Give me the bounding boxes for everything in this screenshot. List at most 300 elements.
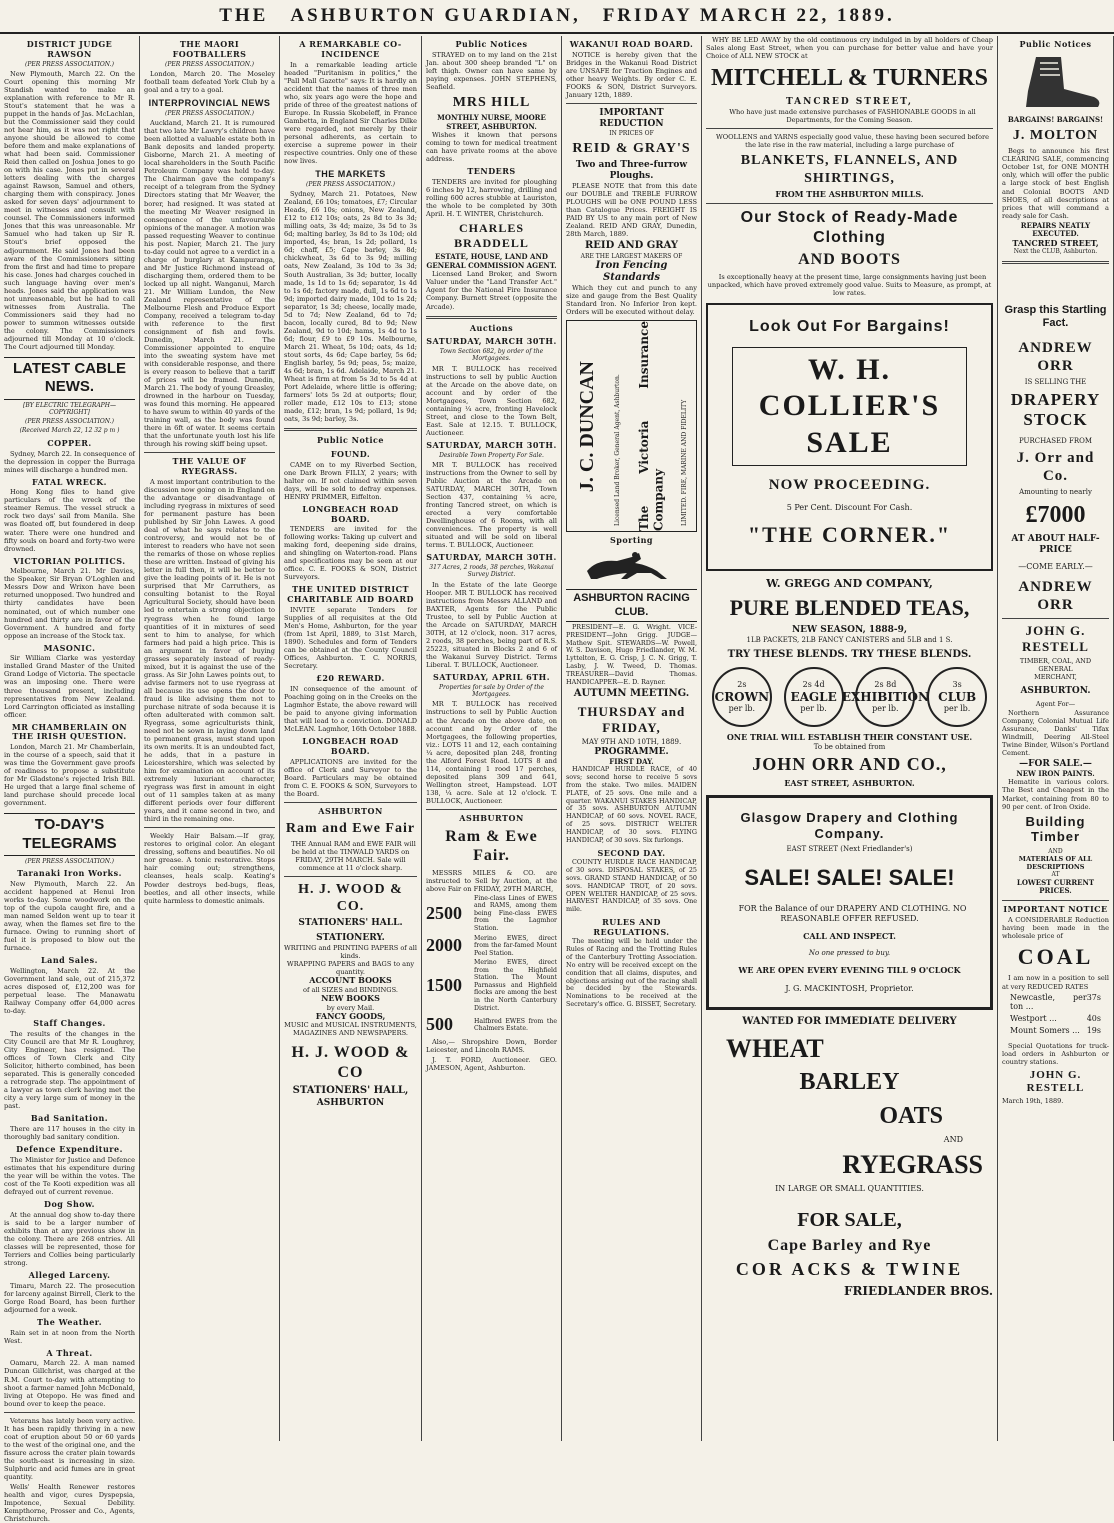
mrs-hill-sub: MONTHLY NURSE, MOORE STREET, ASHBURTON.	[437, 112, 546, 131]
sheep-lot	[426, 959, 557, 1012]
glasgow-proprietor: J. G. MACKINTOSH, Proprietor.	[785, 983, 914, 993]
mitchell-mills: FROM THE ASHBURTON MILLS.	[775, 188, 924, 199]
coal-type: Westport ...	[1010, 1014, 1057, 1024]
divider	[4, 1412, 135, 1413]
ryegrass: RYEGRASS	[842, 1149, 983, 1179]
and: AND	[943, 1134, 963, 1144]
heading-auctions: Auctions	[469, 322, 514, 333]
second-day: SECOND DAY.	[597, 847, 666, 858]
heading-coincidence: A REMARKABLE CO-INCIDENCE	[299, 39, 402, 59]
wanted: WANTED FOR IMMEDIATE DELIVERY	[742, 1016, 957, 1028]
restell-merchant: MERCHANT,	[1034, 672, 1077, 681]
races-day-2: COUNTY HURDLE RACE HANDICAP, of 30 sovs. DISPOSAL STAKES, of 25 sovs. GRAND STAND HANDICAP, of 50 sovs. HANDICAP TROT, of 20 sovs. OPEN WELTER HANDICAP, of 25 sovs. HARVEST HANDICAP, of 35 sovs. One mile.	[566, 858, 697, 914]
coal-type: Newcastle, per ton ...	[1010, 992, 1087, 1012]
orr-amounting: Amounting to nearly	[1019, 488, 1092, 497]
autumn-meeting: AUTUMN MEETING.	[573, 688, 690, 700]
coal-price-row	[1010, 993, 1101, 1013]
article-coincidence: In a remarkable leading article headed "Puritanism in politics," the "Pall Mall Gazette" says: It is hardly an accident that the names of three men who, six years ago were the hope and pride of three of the greatest nations of Europe. In Russia Skobeleff, in France Gambetta, in England Sir Charles Dilke were regarded, not merely by their personal adherents, as certain to exercise a supreme power in their respective countries. Only one of these now lives.	[284, 60, 417, 165]
molton-title: J. MOLTON	[1012, 128, 1099, 144]
ram-location: ASHBURTON	[318, 805, 383, 816]
heading-judge: DISTRICT JUDGE RAWSON	[26, 39, 113, 59]
advert-ram-ewe	[426, 814, 557, 866]
sheep-desc: Merino EWES, direct from the far-famed Mount Peel Station.	[474, 934, 557, 957]
heading-public-notices-7: Public Notices	[1019, 39, 1092, 49]
wood-line: ACCOUNT BOOKS	[309, 974, 392, 985]
advert-hair-balsam: Weekly Hair Balsam.—If gray, restores to original color. An elegant dressing, softens and beautifies. No oil nor grease. A tonic restorative. Stops hair coming out; strengthens, cleanses, heals scalp. Keating's Powder destroys bed-bugs, fleas, beetles, and all other insects, while quite harmless to domestic animals.	[144, 832, 275, 905]
ram-ewe-text: MESSRS MILES & CO. are instructed to Sell by Auction, at the above Fair on FRIDAY, 29TH MARCH,	[426, 868, 557, 893]
racing-club-officers: PRESIDENT—E. G. Wright. VICE-PRESIDENT—John Grigg. JUDGE—Mathew Spit. STEWARDS—W. Powell, W. S. Davison, Hugo Friedlander, W. M. Lyttelton, E. G. Crisp, J. C. N. Grigg, T. Lasby, J. W. Tweed, D. Thomas. TREASURER—David Thomas. HANDICAPPER—E. D. Rayner.	[566, 622, 697, 686]
auction-1-text: MR T. BULLOCK has received instructions to sell by public Auction at the Arcade on the above date, on account and by order of the Mortgagees, Town Section 682, containing ¼ acre, fronting Havelock Street, and close to the Town Belt, East. Sale at 12.15. T. BULLOCK, Auctioneer.	[426, 364, 557, 437]
heading-wakanui: WAKANUI ROAD BOARD.	[569, 39, 694, 49]
reid-gray-important: IMPORTANT REDUCTION	[599, 107, 664, 129]
heading-taranaki: Taranaki Iron Works.	[17, 868, 122, 879]
restell-location: ASHBURTON.	[1020, 685, 1091, 696]
wood-line: by every Mail.	[326, 1003, 375, 1012]
friedlander-bros: FRIEDLANDER BROS.	[843, 1283, 993, 1298]
tea-blend-name: EXHIBITION	[841, 689, 929, 704]
heading-wreck: FATAL WRECK.	[32, 476, 107, 487]
masthead	[0, 0, 1114, 34]
mitchell-blankets: BLANKETS, FLANNELS, AND SHIRTINGS,	[740, 153, 959, 186]
heading-ryegrass: THE VALUE OF RYEGRASS.	[172, 456, 247, 477]
heading-masonic: MASONIC.	[43, 642, 96, 653]
orr-purchased: PURCHASED FROM	[1018, 437, 1093, 446]
ram-ewe-location: ASHBURTON	[459, 812, 524, 823]
heading-staff: Staff Changes.	[33, 1018, 106, 1029]
heading-public-notices: Public Notices	[455, 39, 528, 49]
mitchell-stock-text: Is exceptionally heavy at the present time, large consignments having just been unpacked, which have proved extremely good value. Suits to Measure, as prompt, at low rates.	[707, 272, 992, 297]
glasgow-open: WE ARE OPEN EVERY EVENING TILL 9 O'CLOCK	[738, 964, 961, 975]
article-victorian: Melbourne, March 21. Mr Davies, the Speaker, Sir Bryan O'Loghlen and Messrs Dow and Wrixon have been returned unopposed. Two hundred and thirty candidates have been nominated, out of which number one hundred and thirty are in favor of the Government. A hundred and forty oppose an increase of the Stock tax.	[4, 567, 135, 640]
tea-blend-unit: per lb.	[872, 704, 899, 714]
timber-title: Building Timber	[1025, 813, 1086, 845]
cape-barley: Cape Barley and Rye	[767, 1237, 932, 1255]
tea-blend-price: 3s	[952, 680, 962, 690]
collier-title: W. H. COLLIER'S SALE	[732, 347, 967, 467]
divider	[426, 809, 557, 810]
divider	[144, 827, 275, 828]
orr-selling: IS SELLING THE	[1024, 378, 1087, 387]
tea-blend-unit: per lb.	[943, 704, 971, 714]
heading-charitable: THE UNITED DISTRICT CHARITABLE AID BOARD	[287, 584, 414, 605]
orr-drapery: DRAPERY STOCK	[1010, 389, 1101, 430]
teas-trial: ONE TRIAL WILL ESTABLISH THEIR CONSTANT USE.	[726, 732, 973, 743]
advert-wells: Wells' Health Renewer restores health and vigor, cures Dyspepsia, Impotence, Sexual Debility. Kempthorne, Prosser and Co., Agents, Christchurch.	[4, 1482, 135, 1523]
racing-rules: The meeting will be held under the Rules of Racing and the Trotting Rules of the Canterbury Trotting Association. No entry will be received except on the condition that all claims, disputes, and objections arising out of the racing shall be decided by the Stewards. Nominations to be received at the Secretary's office. G. BISSET, Secretary.	[566, 937, 697, 1008]
auction-4-text: MR T. BULLOCK has received instructions to sell by Public Auction at the Arcade on the above date, on account and by Order of the Mortgagees, the following properties, viz.: LOTS 11 and 12, each containing ¼ acre, deposited plan 248, fronting the Alford Forest Road. LOTS 8 and 114, containing 1 rood 17 perches, deposited plans 309 and 641, Wellington street, Hampstead. LOT 138, ¼ acre. Sale at 12 o'clock. T. BULLOCK, Auctioneer.	[426, 700, 557, 805]
article-ryegrass: A most important contribution to the discussion now going on in England on the advantage or disadvantage of including ryegrass in mixtures of seed for permanent pasture has been published by Sir John Lawes. A good deal of what he says relates to the controversy, and would not be of interest to readers who have not seen the remarks of those on whose replies these are written. Instead of giving his letter in full then, it will be better to give the leading points of it. He is not surprised that Mr Carruthers, as consulting botanist to the Royal Agricultural Society, should have been led to entertain a strong objection to ryegrass when he found large quantities of it in mixtures of seed sent to him to analyse, for which farmers had paid a high price. This is an argument in favor of buying grasses separately instead of ready-mixed, but it is against the use of the grass. As Sir John Lawes points out, to advise farmers not to use ryegrass at all because its use opens the door to fraud is like advising them not to purchase nitrate of soda because it is often adulterated with common salt. Ryegrass, some agriculturists think, need not be sown in laying down land to permanent grass, must stand upon its own merits. It is an undoubted fact, he adds, that in a pasture in Leicestershire, which was selected by him for examination on account of its extremely luxuriant character, ryegrass was first in amount in eight out of 11 samples taken at as many different periods over four different years, and it came second in two, and third in the remaining one.	[144, 477, 275, 824]
timber-lowest: LOWEST CURRENT PRICES.	[1016, 877, 1095, 896]
coal-price: 19s	[1086, 1025, 1101, 1035]
first-day: FIRST DAY.	[609, 756, 654, 766]
notice-reward: IN consequence of the amount of Poaching going on in the Creeks on the Lagmhor Estate, the above reward will be paid to anyone giving information that will lead to a conviction. DONALD McLEAN. Lagmhor, 16th October 1888.	[284, 684, 417, 734]
reid-gray-title: REID & GRAY'S	[572, 141, 691, 157]
teas-orr-address: EAST STREET, ASHBURTON.	[784, 778, 915, 789]
article-staff: The results of the changes in the City Council are that Mr R. Loughrey, City Engineer, has resigned. The offices of Town Clerk and City Solicitor, hitherto combined, has been separated. This is generally conceded a retrograde step. The appointment of a lawyer as town clerk having met the city a very large sum of money in the past.	[4, 1030, 135, 1111]
auction-2-text: MR T. BULLOCK has received instructions from the Owner to sell by Public Auction at the Arcade on SATURDAY, MARCH 30TH, Town Section 437, containing ¼ acre, fronting Tancred street, on which is erected a very comfortable Dwellinghouse of 6 Rooms, with all conveniences. The property is well situated and will be sold on liberal terms. T. BULLOCK, Auctioneer.	[426, 461, 557, 550]
ram-ewe-also: Also,— Shropshire Down, Border Leicester, and Lincoln RAMS.	[426, 1038, 557, 1055]
wood-line: WRAPPING PAPERS and BAGS to any quantity.	[286, 959, 415, 976]
mitchell-woollens: WOOLLENS and YARNS especially good value, these having been secured before the late rise in the raw material, including a large purchase of	[715, 133, 990, 150]
glasgow-address: EAST STREET (Next Friedlander's)	[786, 844, 913, 853]
column-6	[702, 36, 998, 1441]
heading-victorian: VICTORIAN POLITICS.	[13, 555, 126, 566]
article-copper: Sydney, March 22. In consequence of the depression in copper the Burraga mines will discharge a hundred men.	[4, 449, 135, 474]
oats: OATS	[879, 1102, 943, 1129]
braddell-text: Licensed Land Broker, and Sworn Valuer under the "Land Transfer Act." Agent for the National Fire Insurance Company. Burnett Street (opposite the Arcade).	[426, 270, 557, 311]
mitchell-title: MITCHELL & TURNERS	[711, 65, 988, 92]
restell-agent: Agent For—	[1035, 699, 1076, 708]
heading-telegrams: TO-DAY'S TELEGRAMS	[4, 813, 135, 856]
molton-repairs: REPAIRS NEATLY EXECUTED.	[1020, 220, 1091, 239]
article-defence: The Minister for Justice and Defence estimates that his expenditure during the year will be within the votes. The cost of the Te Kooti expedition was all defrayed out of current revenue.	[4, 1155, 135, 1196]
heading-reward: £20 REWARD.	[316, 673, 385, 684]
timber-materials: MATERIALS OF ALL DESCRIPTIONS	[1018, 854, 1093, 871]
sheep-desc: Fine-class Lines of EWES and RAMS, among them being Fine-class EWES from the Lagmhor Station.	[474, 894, 557, 932]
ram-ewe-title: Ram & Ewe Fair.	[445, 827, 538, 865]
braddell-title: CHARLES BRADDELL	[454, 221, 529, 250]
heading-rules: RULES AND REGULATIONS.	[593, 916, 670, 937]
cornsacks: COR ACKS & TWINE	[735, 1259, 964, 1279]
wood-title: H. J. WOOD & CO.	[298, 881, 403, 914]
masthead-left: THE	[219, 5, 269, 26]
heading-important: IMPORTANT NOTICE	[1003, 903, 1108, 914]
restell-hematite: Hematite in various colors. The Best and Cheapest in the Market, containing from 80 to 90 per cent. of Iron Oxide.	[1002, 778, 1109, 811]
teas-pack: 1LB PACKETS, 2LB FANCY CANISTERS and 5LB and 1 S.	[746, 636, 953, 645]
heading-public-notice: Public Notice	[316, 435, 384, 446]
tea-blend-name: CLUB	[938, 689, 977, 704]
orr-company: J. Orr and Co.	[1016, 449, 1095, 484]
quantities: IN LARGE OR SMALL QUANTITIES.	[775, 1184, 924, 1194]
restell-forsale: —FOR SALE.—	[1019, 758, 1092, 769]
teas-season: NEW SEASON, 1888-9,	[791, 625, 908, 636]
timber-and: AND	[1048, 848, 1063, 856]
heading-weather: The Weather.	[36, 1316, 103, 1327]
wood-location: ASHBURTON	[316, 1097, 385, 1108]
programme: PROGRAMME.	[594, 746, 669, 757]
gregg-title: W. GREGG AND COMPANY,	[766, 577, 933, 591]
heading-markets: THE MARKETS	[315, 168, 386, 179]
coal-price: 37s	[1086, 992, 1101, 1002]
molton-street: TANCRED STREET,	[1012, 237, 1099, 248]
sheep-lot	[426, 895, 557, 933]
coal-title: COAL	[1017, 943, 1094, 969]
molton-next: Next the CLUB, Ashburton.	[1013, 248, 1098, 256]
racing-meeting	[566, 688, 697, 766]
mitchell-boots: AND BOOTS	[798, 251, 901, 269]
coal-restell: JOHN G. RESTELL	[1026, 1068, 1085, 1095]
article-larceny: Timaru, March 22. The prosecution for larceny against Birrell, Clerk to the Gorge Road Board, has been further adjourned for a week.	[4, 1281, 135, 1314]
heading-larceny: Alleged Larceny.	[28, 1270, 111, 1280]
coal-price-row	[1010, 1014, 1101, 1024]
maori-press: (PER PRESS ASSOCIATION.)	[165, 60, 254, 68]
column-1	[0, 36, 140, 1523]
timber-at: AT	[1051, 871, 1060, 879]
meeting-dates: MAY 9TH AND 10TH, 1889.	[581, 738, 682, 747]
reid-gray-2-text: Which they cut and punch to any size and gauge from the Best Quality Standard Iron. No Inferior Iron kept. Orders will be executed without delay.	[566, 284, 697, 317]
collier-lookout: Look Out For Bargains!	[749, 318, 950, 335]
mrs-hill-text: Wishes it known that persons coming to town for medical treatment can have private rooms at the above address.	[426, 131, 557, 164]
auction-2-title: Desirable Town Property For Sale.	[439, 451, 544, 459]
column-7	[998, 36, 1114, 1441]
sheep-count: 2000	[426, 934, 462, 955]
braddell-sub: ESTATE, HOUSE, LAND AND GENERAL COMMISSION AGENT.	[426, 252, 557, 270]
restell-timber: TIMBER, COAL, AND GENERAL	[1019, 657, 1092, 674]
advert-braddell	[426, 221, 557, 270]
heading-land: Land Sales.	[41, 955, 98, 966]
divider	[706, 203, 993, 204]
advert-mitchell-turners	[706, 64, 993, 297]
auction-1-title: Town Section 682, by order of the Mortgagees.	[439, 348, 544, 363]
coal-intro: A CONSIDERABLE Reduction having been made in the wholesale price of	[1002, 915, 1109, 940]
notice-tenders: TENDERS are invited for ploughing 6 inches by 12, harrowing, drilling and rolling 600 acres stubble at Lauriston, the whole to be completed by 30th April. H. T. WINTER, Christchurch.	[426, 177, 557, 219]
advert-molton	[1002, 116, 1109, 145]
advert-gregg-teas	[706, 577, 993, 789]
auction-1-date: SATURDAY, MARCH 30TH.	[426, 336, 557, 347]
coal-date: March 19th, 1889.	[1002, 1097, 1064, 1106]
glasgow-title: Glasgow Drapery and Clothing Company.	[740, 810, 959, 841]
sheep-count: 2500	[426, 902, 462, 923]
reid-gray-2-iron: Iron Fencing Standards	[595, 259, 668, 284]
sheep-lot	[426, 1014, 557, 1036]
masthead-date: FRIDAY MARCH 22, 1889.	[602, 5, 895, 26]
glasgow-noone: No one pressed to buy.	[808, 949, 891, 958]
article-weather: Rain set in at noon from the North West.	[4, 1328, 135, 1345]
sheep-count: 1500	[426, 974, 462, 995]
tea-blend-price: 2s	[737, 680, 747, 690]
ram-text: THE Annual RAM and EWE FAIR will be held at the TINWALD YARDS on FRIDAY, 29TH MARCH. Sale will commence at 11 o'clock sharp.	[291, 839, 416, 872]
barley: BARLEY	[799, 1069, 900, 1096]
divider	[426, 316, 557, 319]
wood-line: MAGAZINES AND NEWSPAPERS.	[293, 1029, 408, 1038]
boot-icon	[1006, 53, 1106, 113]
column-2	[140, 36, 280, 1441]
heading-chamberlain: MR CHAMBERLAIN ON THE IRISH QUESTION.	[11, 721, 128, 742]
column-4	[422, 36, 562, 1441]
markets-press: (PER PRESS ASSOCIATION.)	[306, 180, 395, 188]
cable-sub: [BY ELECTRIC TELEGRAPH—COPYRIGHT]	[23, 401, 116, 416]
duncan-desc: Licensed Land Broker, General Agent, Ashburton.	[614, 374, 622, 527]
coal-text: I am now in a position to sell at very REDUCED RATES	[1002, 974, 1109, 991]
divider	[1002, 261, 1109, 264]
orr-name-2: ANDREW ORR	[1018, 578, 1093, 614]
advert-restell	[1002, 623, 1109, 708]
glasgow-sale: SALE! SALE! SALE!	[744, 865, 955, 891]
wood-title-2: H. J. WOOD & CO	[291, 1044, 410, 1081]
teas-orr: JOHN ORR AND CO.,	[752, 754, 947, 775]
advert-mrs-hill	[426, 94, 557, 131]
article-sanitation: There are 117 houses in the city in thoroughly bad sanitary condition.	[4, 1125, 135, 1142]
heading-interprovincial: INTERPROVINCIAL NEWS	[148, 97, 271, 108]
victoria-name: The Victoria Insurance Company	[636, 321, 666, 532]
tea-blend	[712, 667, 772, 727]
press-credit: (PER PRESS ASSOCIATION.)	[25, 60, 114, 68]
tea-blend	[841, 667, 929, 727]
molton-text: Begs to announce his first CLEARING SALE, commencing October 1st, for ONE MONTH only, which will offer the public a large stock of best English and Colonial BOOTS AND SHOES, of all descriptions at prices that will command a ready sale for Cash.	[1002, 147, 1109, 220]
auction-2-date: SATURDAY, MARCH 30TH.	[426, 439, 557, 450]
molton-bargains: BARGAINS! BARGAINS!	[1007, 114, 1104, 124]
wood-line: of all SIZES and BINDINGS.	[303, 985, 398, 994]
advert-reid-gray-2	[566, 240, 697, 284]
heading-longbeach: LONGBEACH ROAD BOARD.	[302, 503, 399, 524]
article-chamberlain: London, March 21. Mr Chamberlain, in the course of a speech, said that it was time the Government gave proofs of readiness to propose a substitute for Mr Gladstone's rejected Irish Bill. He urged that a large final scheme of land purchase should precede local government.	[4, 743, 135, 808]
wood-line: NEW BOOKS	[321, 992, 380, 1003]
cable-received: (Received March 22, 12 32 p m )	[19, 427, 120, 435]
duncan-name: J. C. DUNCAN	[575, 360, 598, 492]
auction-3-date: SATURDAY, MARCH 30TH.	[426, 552, 557, 563]
races-day-1: HANDICAP HURDLE RACE, of 40 sovs; second horse to receive 5 sovs from the stake. Two miles. MAIDEN PLATE, of 25 sovs. One mile and a quarter. WAKANUI STAKES HANDICAP, of 35 sovs. ASHBURTON AUTUMN HANDICAP, of 60 sovs. NOVEL RACE, of 25 sovs. DISTRICT WELTER HANDICAP, of 30 sovs. FLYING HANDICAP, of 30 sovs. Six furlongs.	[566, 765, 697, 844]
notice-longbeach: TENDERS are invited for the following works: Taking up culvert and making ford, deepening side drains, and shingling on Waterton-road. Plans and specifications may be seen at our office. C. E. FOOKS & SON, District Surveyors.	[284, 525, 417, 582]
auction-4-title: Properties for sale by Order of the Mortgagees.	[439, 683, 544, 699]
notice-longbeach-2: APPLICATIONS are invited for the office of Clerk and Surveyor to the Board. Particulars may be obtained from C. E. FOOKS & SON, Surveyors to the Board.	[284, 757, 417, 798]
collier-proceeding: NOW PROCEEDING.	[768, 477, 931, 494]
auction-4-date: SATURDAY, APRIL 6TH.	[432, 672, 550, 683]
tea-circles	[706, 667, 993, 727]
sheep-count: 500	[426, 1014, 453, 1035]
advert-iron-paints	[1002, 759, 1109, 779]
wood-line: FANCY GOODS,	[315, 1010, 386, 1021]
tea-blend	[927, 667, 987, 727]
glasgow-text: FOR the Balance of our DRAPERY AND CLOTHING. NO REASONABLE OFFER REFUSED.	[738, 904, 967, 923]
article-markets: Sydney, March 21. Potatoes, New Zealand, £6 10s; tomatoes, £7; Circular Heads, £6 10s; onions, New Zealand, £12 to £12 10s; oats, 2s 8d to 3s 3d; milling oats, 3s 4d; maize, 3s 5d to 3s 6d; malting barley, 3s 8d to 3s 10d; old imported, 4s; bran, 1s 2d; pollard, 1s 6d; chaff, £5; Cape barley, 3s 8d; chickwheat, 3s 6d to 3s 9d; milling oats, New Zealand, 3s 10d to 3s 3d; South Australian, 3s 3d; butter, locally made, 1s 1d to 1s 6d; separator, 1s 4d to 1s 6d; factory made, dull, 1s 6d to 1s 9d; imported dairy made, 10d to 1s 2d; separator, 1s 3d; cheese, locally made, 5d to 7d; New Zealand, 6d to 7d; bacon, locally cured, 8d to 9d; New Zealand, 9d to 10d; hams, 1s 4d to 1s 6d; flour, £9 to £9 10s. Melbourne, March 21. Wheat, 5s 10d; oats, 4s 1d; stout sorts, 4s 6d; Cape barley, 5s 6d; English barley, 5s 9d; peas, 5s; maize, 4s 6d; bran, 1s 6d. Adelaide, March 21. Wheat is firm at from 5s 3d to 5s 4d at Port Adelaide, where little is offering; farmers' lots 5s 2d at outports; flour, roller made, £12 10s to £13; stone made, £12; bran, 1s 9d; pollard, 1s 9d; oats, 3s 9d; barley, 3s.	[284, 190, 417, 424]
mitchell-street: TANCRED STREET,	[785, 97, 914, 108]
article-volcano: Veterans has lately been very active. It has been rapidly thriving in a new coat of eruption about 50 or 60 yards to the west of the original one, and the fissure across the crater plain towards the south-east is increasing in size. Sulphuric and acid fumes are in great quantity.	[4, 1416, 135, 1481]
wheat: WHEAT	[726, 1033, 824, 1063]
sheep-desc: Halfbred EWES from the Chalmers Estate.	[474, 1017, 557, 1033]
notice-wakanui: NOTICE is hereby given that the Bridges in the Wakanui Road District are UNSAFE for Traction Engines and other heavy Weights. By order C. E. FOOKS & SON, District Surveyors. January 12th, 1889.	[566, 50, 697, 99]
advert-duncan-insurance	[566, 320, 697, 532]
divider	[1002, 900, 1109, 901]
divider	[1002, 618, 1109, 619]
auction-3-title: 317 Acres, 2 roods, 38 perches, Wakanui Survey District.	[429, 564, 554, 579]
heading-tenders: TENDERS	[467, 166, 516, 177]
divider	[284, 428, 417, 431]
coal-special: Special Quotations for truck-load orders in Ashburton or country stations.	[1002, 1041, 1109, 1066]
coal-price: 40s	[1086, 1014, 1101, 1024]
mitchell-intro: WHY BE LED AWAY by the old continuous cry indulged in by all holders of Cheap Sales along East Street, when you can purchase for better value and have your Choice of ALL NEW STOCK at	[706, 36, 993, 61]
tea-blend-unit: per lb.	[800, 704, 827, 714]
collier-discount: 5 Per Cent. Discount For Cash.	[786, 502, 913, 512]
restell-agents: Northern Assurance Company, Colonial Mutual Life Assurance, Danks' Tifax Windmill, Deering All-Steel Twine Binder, Wilson's Portland Cement.	[1002, 708, 1109, 757]
article-taranaki: New Plymouth, March 22. An accident happened at Henui Iron works to-day. Some woodwork on the top of the cupola caught fire, and a man named Seldon went up to tear it away, when the flames set fire to the furnace. Owing to running short of fuel it is proposed to blow out the furnace.	[4, 880, 135, 953]
article-wreck: Hong Kong files to hand give particulars of the wreck of the steamer Remus. The vessel struck a rock two days' sail from Manila. She was floated off, but foundered in deep water. There were one hundred and fifty souls on board and forty-two were drowned.	[4, 488, 135, 553]
ram-title: Ram and Ewe Fair	[285, 820, 416, 836]
heading-longbeach-2: LONGBEACH ROAD BOARD.	[302, 736, 399, 756]
divider	[284, 876, 417, 877]
tea-blend-name: CROWN	[714, 689, 770, 704]
sheep-desc: Merino EWES, direct from the Highfield Station. The Mount Parnassus and Highfield flocks are among the best in the North Canterbury District.	[474, 959, 557, 1012]
victoria-sub: LIMITED. FIRE, MARINE AND FIDELITY	[681, 400, 689, 527]
column-5	[562, 36, 702, 1441]
divider	[284, 802, 417, 803]
column-3	[280, 36, 422, 1441]
reid-gray-2-title: REID AND GRAY	[584, 240, 679, 252]
mitchell-stock: Our Stock of Ready-Made Clothing	[740, 209, 959, 246]
heading-defence: Defence Expenditure.	[16, 1144, 123, 1155]
reid-gray-prices: IN PRICES OF	[609, 129, 654, 137]
tea-blend-unit: per lb.	[728, 704, 756, 714]
notice-found: CAME on to my Riverbed Section, one Dark Brown FILLY, 2 years; with halter on. If not claimed within seven days, will be sold to defray expenses. HENRY PRIMMER, Eiffelton.	[284, 460, 417, 501]
restell-iron: NEW IRON PAINTS.	[1016, 768, 1095, 778]
tea-blend-price: 2s 4d	[802, 680, 825, 690]
tea-blend	[784, 667, 844, 727]
heading-maori: THE MAORI FOOTBALLERS	[172, 39, 247, 59]
advert-reid-gray	[566, 108, 697, 182]
coal-prices	[1002, 993, 1109, 1036]
advert-timber	[1002, 814, 1109, 896]
reid-gray-2-sub: ARE THE LARGEST MAKERS OF	[580, 252, 683, 260]
orr-early: —COME EARLY.—	[1018, 562, 1093, 572]
reid-gray-sub: Two and Three-furrow Ploughs.	[575, 160, 688, 182]
auction-3-text: In the Estate of the late George Hooper. MR T. BULLOCK has received instructions from Messrs ALLAND and BAXTER, Agents for the Public Trustee, to sell by Public Auction at the Arcade on SATURDAY, MARCH 30TH, at 12 o'clock, noon. 317 acres, 2 roods, 38 perches, being part of R.S. 25223, situated in Blocks 2 and 6 of the Wakanui Survey District. Terms Liberal. T. BULLOCK, Auctioneer.	[426, 580, 557, 670]
orr-half: AT ABOUT HALF-PRICE	[1011, 534, 1100, 556]
article-threat: Oamaru, March 22. A man named Duncan Gillchrist, was charged at the R.M. Court to-day with attempting to shoot a farmer named John McDonald, living at Otepopo. He was fined and bound over to keep the peace.	[4, 1359, 135, 1408]
heading-threat: A Threat.	[46, 1347, 93, 1358]
orr-amount: £7000	[1025, 501, 1086, 528]
heading-sanitation: Bad Sanitation.	[30, 1113, 109, 1124]
telegrams-press: (PER PRESS ASSOCIATION.)	[25, 857, 114, 865]
restell-name: JOHN G. RESTELL	[1022, 623, 1089, 655]
racehorse-icon	[577, 549, 687, 583]
wood-stationery: STATIONERY.	[316, 932, 385, 943]
teas-obtained: To be obtained from	[813, 742, 886, 751]
teas-title: PURE BLENDED TEAS,	[729, 594, 970, 620]
glasgow-call: CALL AND INSPECT.	[803, 930, 896, 941]
coal-type: Mount Somers ...	[1010, 1025, 1080, 1035]
divider	[706, 128, 993, 129]
advert-ram-fair	[284, 807, 417, 872]
advert-andrew-orr	[1002, 304, 1109, 615]
heading-dog: Dog Show.	[44, 1199, 95, 1210]
orr-grasp: Grasp this Startling Fact.	[1004, 303, 1107, 330]
article-maori: London, March 20. The Moseley football team defeated York Club by a goal and a try to a goal.	[144, 69, 275, 94]
article-judge: New Plymouth, March 22. On the Court opening this morning Mr Standish wanted to make an explanation with reference to Mr R. Stout's statement that he was a puppet in the hands of Jas. McLachlan, but the Commissioner said they could not hear him, as it was not right that anyone should be allowed to come before them and make explanations of what had been said. Commissioner Reid then called on Joshua Jones to go on with his case. Jones put in several letters dealing with the charges against Rawson, Samuel and others, charging them with conspiracy. Jones asked for seven days' adjournment to meet in witnesses and consult with counsel. The Commissioners informed Jones that this was unreasonable. Mr Samuel who had taken up Sir R. Stout's brief opposed the adjournment. He said Jones had been aware of the Commissioners sitting from the first and had time to prepare his case. Jones had charges couched in such language having over men's heads. Jones said the application was not unreasonable, but he had to call witnesses from Australia. The Commissioners said they had no power to summon witnesses outside the colony. The Commissioners adjourned till Monday at 10 o'clock. The Court adjourned till Monday.	[4, 69, 135, 351]
wood-line: WRITING and PRINTING PAPERS of all kinds.	[284, 943, 417, 960]
article-masonic: Sir William Clarke was yesterday installed Grand Master of the United Grand Lodge of Victoria. The spectacle was an imposing one. There were three thousand present, including representatives from New Zealand. Lord Carrington officiated as installing officer.	[4, 654, 135, 719]
wood-hall: STATIONERS' HALL.	[298, 917, 403, 928]
divider	[566, 103, 697, 104]
advert-wood	[284, 881, 417, 1109]
sheep-list	[426, 895, 557, 1036]
article-dog: At the annual dog show to-day there is said to be a larger number of exhibits than at any previous show in the colony. There are 268 entries. All classes will be represented, those for Terriers and Collies being particularly strong.	[4, 1210, 135, 1267]
tea-blend-name: EAGLE	[790, 689, 837, 704]
advert-glasgow	[706, 795, 993, 1010]
thurs-fri: THURSDAY and FRIDAY,	[577, 703, 686, 735]
notice-charitable: INVITE separate Tenders for Supplies of all requisites at the Old Men's Home, Ashburton, for the year (from 1st April, 1889, to 31st March, 1890). Schedules and form of Tenders can be obtained at the County Council Offices, Ashburton. T. C. NORRIS, Secretary.	[284, 605, 417, 671]
wood-line: MUSIC and MUSICAL INSTRUMENTS,	[284, 1021, 417, 1030]
article-land: Wellington, March 22. At the Government land sale, out of 215,372 acres disposed of, £12,200 was for perpetual lease. The Manawatu Railway Company offer 64,000 acres to-day.	[4, 967, 135, 1016]
tea-blend-price: 2s 8d	[874, 680, 897, 690]
collier-corner: "THE CORNER."	[747, 522, 952, 548]
coal-price-row	[1010, 1026, 1101, 1036]
masthead-title: ASHBURTON GUARDIAN,	[290, 5, 581, 26]
molton-footer	[1002, 222, 1109, 256]
heading-cable: LATEST CABLE NEWS.	[4, 357, 135, 400]
mrs-hill-title: MRS HILL	[452, 94, 531, 110]
advert-friedlander	[706, 1016, 993, 1298]
divider	[144, 452, 275, 453]
ram-ewe-sign: J. T. FORD, Auctioneer. GEO. JAMESON, Agent, Ashburton.	[426, 1056, 557, 1073]
teas-try: TRY THESE BLENDS. TRY THESE BLENDS.	[727, 648, 972, 660]
wood-hall-2: STATIONERS' HALL,	[292, 1085, 409, 1097]
for-sale: FOR SALE,	[797, 1209, 902, 1232]
heading-copper: COPPER.	[47, 437, 92, 448]
mitchell-text: Who have just made extensive purchases of FASHIONABLE GOODS in all Departments, for the Coming Season.	[729, 108, 976, 125]
advert-collier	[706, 303, 993, 571]
article-interprovincial: Auckland, March 21. It is rumoured that two late Mr Lawry's children have been allotted a valuable estate both in Bank deposits and landed property. Gisborne, March 21. A meeting of local shareholders in the South Pacific Petroleum Company was held to-day. The Chairman gave the company's receipt of a telegram from the Sydney Directors stating that Mr Weaver, the borer, had resigned. It was stated at the meeting Mr Weaver resigned in consequence of the unfavourable opinions of the manager. A motion was passed requesting Weaver to continue his post. Napier, March 21. The jury to-day could not agree to a verdict in a charge of burglary at Kampuranga, and Mr Justice Richmond instead of discharging them, ordered them to be locked up all night. Wanganui, March 21. Mr William Lundon, the New Zealand representative of the Melbourne Flesh and Produce Export Company, received a telegram to-day with reference to the first consignment of fish and fowls. Dunedin, March 21. The Commissioner appointed to enquire into the sweating system have met with considerable response, and there is every reason to believe that a tariff of prices will be framed. Dunedin, March 21. The body of young Greasley, drowned in the harbour on Tuesday, was found this morning. He appeared to have swum to within 40 yards of the training wall, as the body was found there in 6ft of water. It seems certain that the unfortunate youth lost his life through his rowing skiff being upset.	[144, 119, 275, 449]
inter-press: (PER PRESS ASSOCIATION.)	[165, 109, 254, 117]
sheep-lot	[426, 935, 557, 958]
